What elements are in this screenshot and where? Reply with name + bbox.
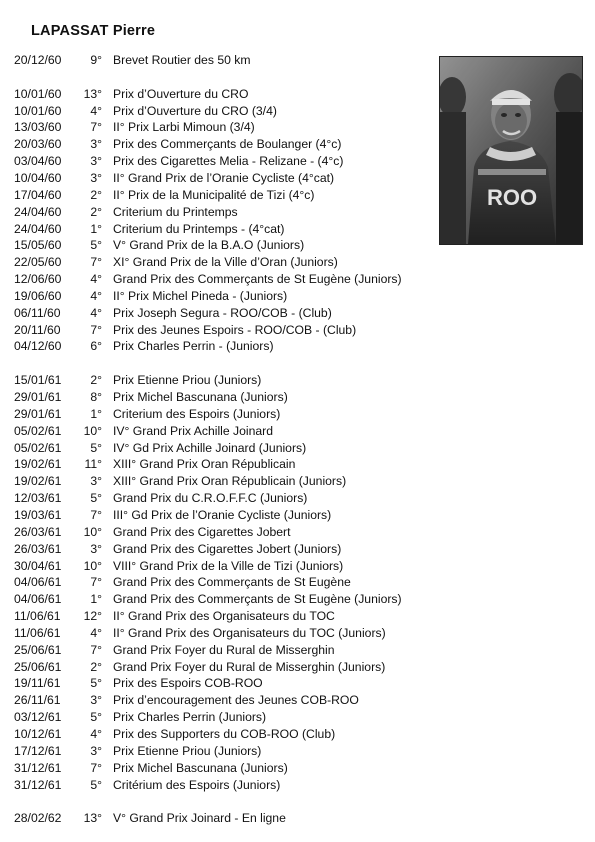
result-date: 13/03/60 <box>14 120 62 135</box>
result-place: 7° <box>90 120 102 135</box>
result-date: 03/12/61 <box>14 710 62 725</box>
result-race: Grand Prix du C.R.O.F.F.C (Juniors) <box>113 491 308 506</box>
result-place: 2° <box>90 659 102 674</box>
result-date: 04/12/60 <box>14 339 62 354</box>
result-date: 24/04/60 <box>14 221 62 236</box>
result-date: 24/04/60 <box>14 204 62 219</box>
result-race: Criterium des Espoirs (Juniors) <box>113 406 281 421</box>
result-date: 04/06/61 <box>14 592 62 607</box>
result-place: 2° <box>90 373 102 388</box>
result-place: 13° <box>83 811 102 826</box>
result-date: 12/03/61 <box>14 491 62 506</box>
result-race: Grand Prix des Cigarettes Jobert (Juniors) <box>113 541 342 556</box>
result-race: XIII° Grand Prix Oran Républicain (Juniors) <box>113 474 347 489</box>
result-date: 31/12/61 <box>14 760 62 775</box>
result-race: Prix Michel Bascunana (Juniors) <box>113 760 288 775</box>
page-title: LAPASSAT Pierre <box>31 23 156 39</box>
result-date: 19/06/60 <box>14 288 62 303</box>
result-date: 10/12/61 <box>14 727 62 741</box>
result-date: 19/02/61 <box>14 474 62 489</box>
result-race: Grand Prix des Commerçants de St Eugène <box>113 575 351 590</box>
result-race: V° Grand Prix de la B.A.O (Juniors) <box>113 238 305 253</box>
result-place: 5° <box>90 238 102 253</box>
result-race: Prix d’Ouverture du CRO <box>113 86 249 101</box>
result-place: 5° <box>90 491 102 506</box>
result-place: 5° <box>90 710 102 725</box>
result-date: 15/01/61 <box>14 373 62 388</box>
result-place: 4° <box>90 727 102 741</box>
result-place: 5° <box>90 777 102 792</box>
result-race: Criterium du Printemps <box>113 204 238 219</box>
result-race: Prix Charles Perrin (Juniors) <box>113 710 267 725</box>
result-race: III° Gd Prix de l’Oranie Cycliste (Juniors) <box>113 507 332 522</box>
result-race: II° Prix de la Municipalité de Tizi (4°c) <box>113 187 315 202</box>
result-place: 13° <box>83 86 102 101</box>
result-place: 7° <box>90 760 102 775</box>
result-place: 3° <box>90 693 102 708</box>
result-place: 2° <box>90 187 102 202</box>
result-place: 4° <box>90 305 102 320</box>
result-race: Prix d’Ouverture du CRO (3/4) <box>113 103 277 118</box>
result-place: 8° <box>90 390 102 404</box>
result-race: Prix des Cigarettes Melia - Relizane - (4°c) <box>113 154 344 169</box>
result-race: Prix des Espoirs COB-ROO <box>113 676 263 691</box>
result-race: II° Prix Larbi Mimoun (3/4) <box>113 120 255 135</box>
result-date: 28/02/62 <box>14 811 62 826</box>
result-race: VIII° Grand Prix de la Ville de Tizi (Juniors) <box>113 558 344 573</box>
jersey-lettering: ROO <box>486 185 538 210</box>
result-date: 11/06/61 <box>14 625 61 640</box>
result-race: Prix Etienne Priou (Juniors) <box>113 743 262 758</box>
result-race: Prix d’encouragement des Jeunes COB-ROO <box>113 693 359 708</box>
result-race: Criterium du Printemps - (4°cat) <box>113 221 285 236</box>
result-place: 5° <box>90 676 102 691</box>
result-place: 3° <box>90 154 102 169</box>
result-place: 2° <box>90 204 102 219</box>
result-place: 3° <box>90 474 102 489</box>
result-race: Grand Prix Foyer du Rural de Misserghin (Juniors) <box>113 659 386 674</box>
result-place: 7° <box>90 507 102 522</box>
result-race: Grand Prix Foyer du Rural de Misserghin <box>113 642 335 657</box>
result-place: 1° <box>90 406 102 421</box>
result-date: 20/12/60 <box>14 53 62 67</box>
result-race: Prix des Supporters du COB-ROO (Club) <box>113 727 336 741</box>
result-date: 20/03/60 <box>14 137 62 152</box>
result-date: 20/11/60 <box>14 322 61 337</box>
result-race: Grand Prix des Commerçants de St Eugène (Juniors) <box>113 272 402 287</box>
result-race: Prix Etienne Priou (Juniors) <box>113 373 262 388</box>
result-place: 4° <box>90 103 102 118</box>
result-race: IV° Gd Prix Achille Joinard (Juniors) <box>113 440 307 455</box>
result-race: II° Grand Prix de l’Oranie Cycliste (4°cat) <box>113 170 335 185</box>
result-place: 9° <box>90 53 102 67</box>
result-date: 04/06/61 <box>14 575 62 590</box>
result-race: II° Grand Prix des Organisateurs du TOC (Juniors) <box>113 625 386 640</box>
result-date: 29/01/61 <box>14 390 62 404</box>
result-date: 19/02/61 <box>14 457 62 472</box>
result-date: 25/06/61 <box>14 659 62 674</box>
result-place: 10° <box>83 423 102 438</box>
result-race: Prix des Jeunes Espoirs - ROO/COB - (Club) <box>113 322 357 337</box>
result-date: 15/05/60 <box>14 238 62 253</box>
result-race: Prix Michel Bascunana (Juniors) <box>113 390 288 404</box>
result-date: 17/12/61 <box>14 743 62 758</box>
result-date: 10/01/60 <box>14 86 62 101</box>
result-place: 3° <box>90 170 102 185</box>
rider-photo <box>439 56 583 245</box>
result-date: 10/04/60 <box>14 170 62 185</box>
result-race: Critérium des Espoirs (Juniors) <box>113 777 281 792</box>
result-date: 03/04/60 <box>14 154 62 169</box>
result-race: II° Grand Prix des Organisateurs du TOC <box>113 609 335 624</box>
result-place: 1° <box>90 592 102 607</box>
result-race: V° Grand Prix Joinard - En ligne <box>113 811 286 826</box>
result-date: 06/11/60 <box>14 305 61 320</box>
result-date: 29/01/61 <box>14 406 62 421</box>
result-date: 19/03/61 <box>14 507 62 522</box>
result-place: 3° <box>90 541 102 556</box>
result-date: 26/03/61 <box>14 524 62 539</box>
result-place: 4° <box>90 288 102 303</box>
result-place: 3° <box>90 137 102 152</box>
result-place: 10° <box>83 524 102 539</box>
result-race: Grand Prix des Commerçants de St Eugène (Juniors) <box>113 592 402 607</box>
result-date: 30/04/61 <box>14 558 62 573</box>
result-date: 22/05/60 <box>14 255 62 270</box>
result-place: 11° <box>84 457 102 472</box>
result-race: Prix Joseph Segura - ROO/COB - (Club) <box>113 305 332 320</box>
result-date: 12/06/60 <box>14 272 62 287</box>
result-date: 26/03/61 <box>14 541 62 556</box>
result-place: 7° <box>90 322 102 337</box>
result-place: 5° <box>90 440 102 455</box>
result-date: 10/01/60 <box>14 103 62 118</box>
result-date: 19/11/61 <box>14 676 61 691</box>
result-race: IV° Grand Prix Achille Joinard <box>113 423 273 438</box>
result-date: 11/06/61 <box>14 609 61 624</box>
result-date: 31/12/61 <box>14 777 62 792</box>
result-race: Brevet Routier des 50 km <box>113 53 251 67</box>
result-place: 4° <box>90 272 102 287</box>
result-race: XIII° Grand Prix Oran Républicain <box>113 457 296 472</box>
result-date: 26/11/61 <box>14 693 61 708</box>
result-place: 12° <box>83 609 102 624</box>
result-place: 1° <box>90 221 102 236</box>
result-place: 4° <box>90 625 102 640</box>
result-race: II° Prix Michel Pineda - (Juniors) <box>113 288 288 303</box>
result-race: Prix Charles Perrin - (Juniors) <box>113 339 274 354</box>
result-place: 7° <box>90 575 102 590</box>
result-place: 3° <box>90 743 102 758</box>
result-place: 10° <box>83 558 102 573</box>
result-place: 6° <box>90 339 102 354</box>
result-date: 17/04/60 <box>14 187 62 202</box>
result-place: 7° <box>90 642 102 657</box>
result-race: XI° Grand Prix de la Ville d’Oran (Juniors) <box>113 255 338 270</box>
result-place: 7° <box>90 255 102 270</box>
result-race: Grand Prix des Cigarettes Jobert <box>113 524 291 539</box>
result-date: 05/02/61 <box>14 423 62 438</box>
result-date: 05/02/61 <box>14 440 62 455</box>
result-race: Prix des Commerçants de Boulanger (4°c) <box>113 137 342 152</box>
result-date: 25/06/61 <box>14 642 62 657</box>
